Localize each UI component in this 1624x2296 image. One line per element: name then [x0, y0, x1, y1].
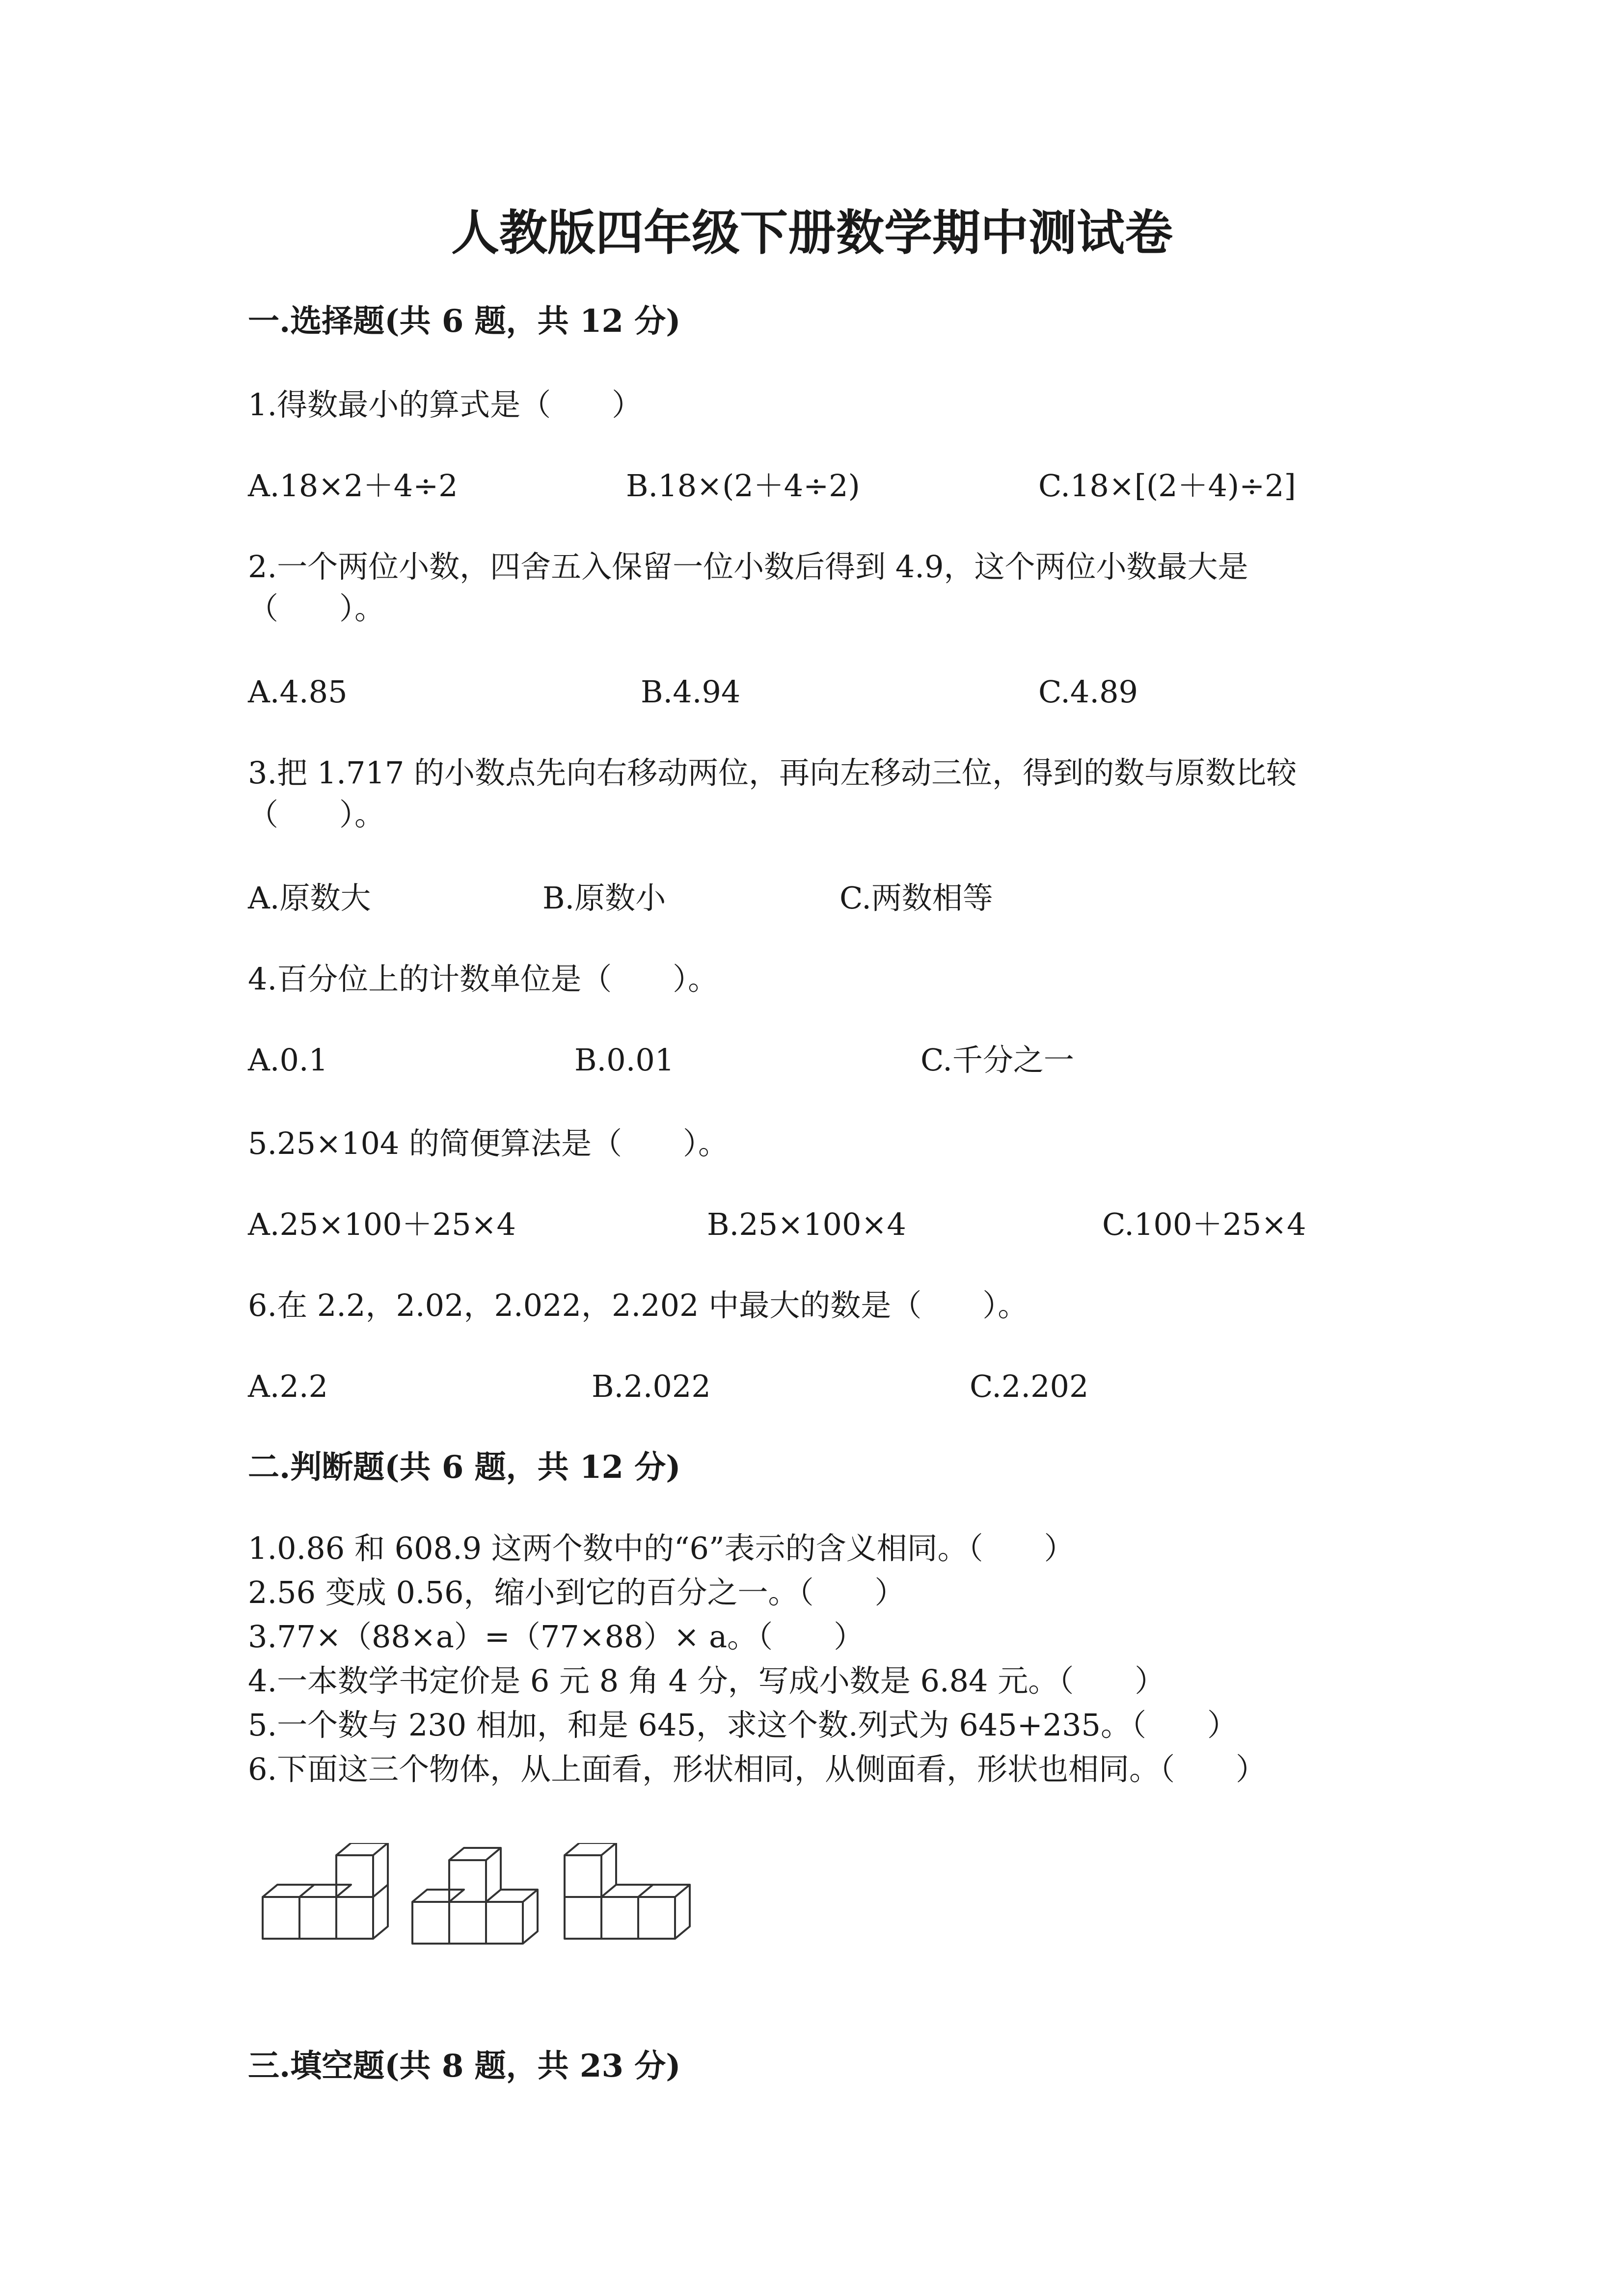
q2-option-c: C.4.89 [1038, 674, 1138, 710]
judge-item-5: 5.一个数与 230 相加，和是 645，求这个数.列式为 645+235。（ ） [248, 1707, 1238, 1743]
judge-item-2: 2.56 变成 0.56，缩小到它的百分之一。（ ） [248, 1575, 905, 1610]
q1-option-c: C.18×[(2＋4)÷2] [1038, 468, 1296, 504]
solid-3-icon [565, 1843, 690, 1939]
q3-option-c: C.两数相等 [839, 880, 993, 916]
section-heading-fill: 三.填空题(共 8 题，共 23 分) [248, 2048, 681, 2084]
solid-1-icon [263, 1843, 388, 1939]
q5-option-b: B.25×100×4 [707, 1206, 906, 1242]
q3-option-b: B.原数小 [542, 880, 666, 916]
q4-option-a: A.0.1 [248, 1042, 328, 1078]
q4-option-b: B.0.01 [574, 1042, 675, 1078]
question-5: 5.25×104 的简便算法是（ ）。 [248, 1125, 729, 1161]
q2-option-a: A.4.85 [248, 674, 348, 710]
q6-option-a: A.2.2 [248, 1368, 328, 1404]
q1-option-a: A.18×2＋4÷2 [248, 468, 458, 504]
cube-solids-figure-icon [255, 1843, 707, 1966]
question-3-line1: 3.把 1.717 的小数点先向右移动两位，再向左移动三位，得到的数与原数比较 [248, 755, 1297, 791]
question-6: 6.在 2.2，2.02，2.022，2.202 中最大的数是（ ）。 [248, 1287, 1029, 1323]
q2-option-b: B.4.94 [641, 674, 741, 710]
question-3-line2: （ ）。 [248, 797, 385, 832]
question-2-line2: （ ）。 [248, 590, 385, 626]
question-2-line1: 2.一个两位小数，四舍五入保留一位小数后得到 4.9，这个两位小数最大是 [248, 549, 1248, 585]
q5-option-c: C.100＋25×4 [1102, 1206, 1306, 1242]
q5-option-a: A.25×100＋25×4 [248, 1206, 516, 1242]
q4-option-c: C.千分之一 [920, 1042, 1074, 1078]
judge-item-1: 1.0.86 和 608.9 这两个数中的“6”表示的含义相同。（ ） [248, 1530, 1075, 1566]
q3-option-a: A.原数大 [248, 880, 371, 916]
judge-item-4: 4.一本数学书定价是 6 元 8 角 4 分，写成小数是 6.84 元。（ ） [248, 1663, 1165, 1699]
q6-option-b: B.2.022 [592, 1368, 711, 1404]
section-heading-judge: 二.判断题(共 6 题，共 12 分) [248, 1449, 681, 1486]
page-title: 人教版四年级下册数学期中测试卷 [451, 205, 1173, 261]
judge-item-6: 6.下面这三个物体，从上面看，形状相同，从侧面看，形状也相同。（ ） [248, 1751, 1267, 1787]
q1-option-b: B.18×(2＋4÷2) [626, 468, 860, 504]
question-1: 1.得数最小的算式是（ ） [248, 387, 643, 423]
q6-option-c: C.2.202 [970, 1368, 1089, 1404]
section-heading-choice: 一.选择题(共 6 题，共 12 分) [248, 303, 681, 340]
solid-2-icon [412, 1848, 538, 1944]
question-4: 4.百分位上的计数单位是（ ）。 [248, 961, 719, 997]
judge-item-3: 3.77×（88×a）=（77×88）× a。（ ） [248, 1619, 865, 1655]
